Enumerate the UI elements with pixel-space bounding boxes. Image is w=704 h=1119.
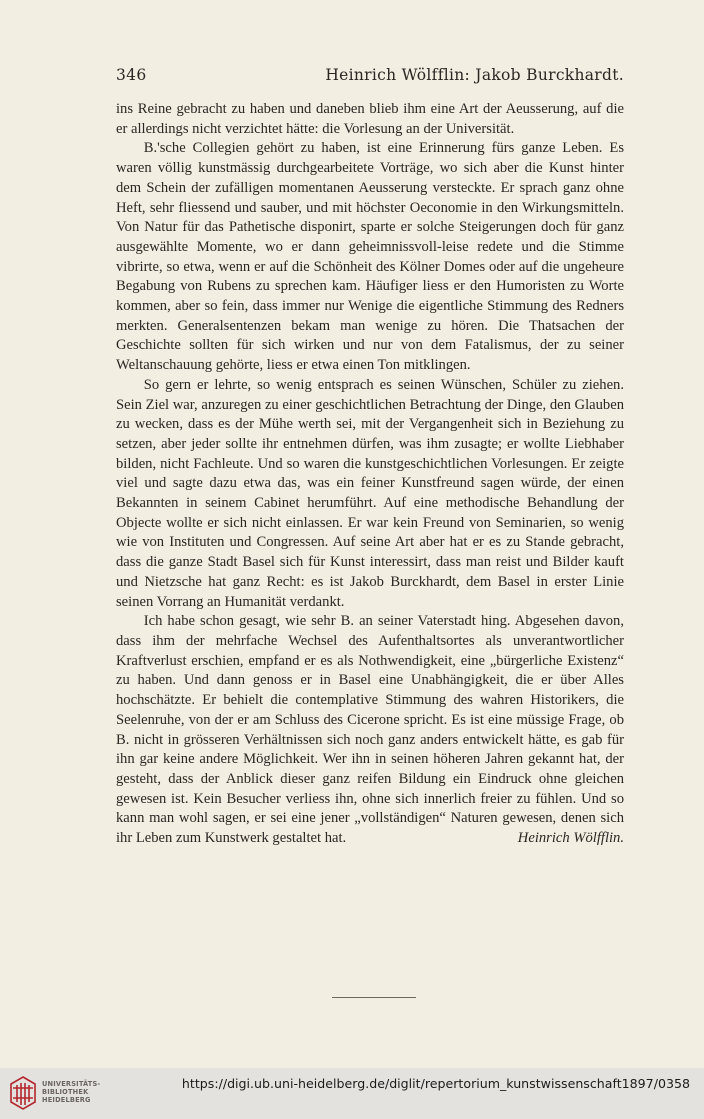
article-body: [116, 100, 624, 849]
paragraph-4-text: Ich habe schon gesagt, wie sehr B. an seiner Vaterstadt hing. Abgesehen davon, dass ihm der mehrfache Wechsel des Aufenthaltsortes als unverantwortlicher Kraftverlust erschien, empfand er es als Nothwendigkeit, eine „bürgerliche Existenz“ zu haben. Und dann genoss er in Basel eine Unabhängigkeit, die er über Alles hochschätzte. Er behielt die contemplative Stimmung des wahren Historikers, die Seelenruhe, von der er am Schluss des Cicerone spricht. Es ist eine müssige Frage, ob B. nicht in grösseren Verhältnissen sich noch ganz anders entwickelt hätte, es gab für ihn gar keine andere Möglichkeit. Wer ihn in seinen höheren Jahren gekannt hat, der gesteht, dass der Anblick dieser ganz reifen Bildung ein Eindruck ohne gleichen gewesen ist. Kein Besucher verliess ihn, ohne sich innerlich freier zu fühlen. Und so kann man wohl sagen, er sei eine jener „vollständigen“ Naturen gewesen, denen sich ihr Leben zum Kunstwerk gestaltet hat.: [116, 613, 624, 847]
author-signature: Heinrich Wölfflin.: [517, 830, 624, 847]
paragraph-2: B.'sche Collegien gehört zu haben, ist eine Erinnerung fürs ganze Leben. Es waren völlig kunstmässig durchgearbeitete Vorträge, wo sich aber die Kunst hinter dem Schein der zufälligen momentanen Aeusserung versteckte. Er sprach ganz ohne Heft, sehr fliessend und sauber, und mit höchster Oeconomie in den Wirkungsmitteln. Von Natur für das Pathetische disponirt, sparte er solche Steigerungen doch für ganz ausgewählte Momente, wo er dann geheimnissvoll-leise redete und die Stimme vibrirte, so etwa, wenn er auf die Schönheit des Kölner Domes oder auf die ungeheure Begabung von Rubens zu sprechen kam. Häufiger liess er den Humoristen zu Worte kommen, aber so fein, dass immer nur Wenige die eigentliche Stimmung des Redners merkten. Generalsentenzen bekam man wenige zu hören. Die Thatsachen der Geschichte sollten für sich wirken und nur von dem Fatalismus, der zu seiner Weltanschauung gehörte, liess er etwa einen Ton mitklingen.: [116, 140, 624, 374]
footer-bar: [0, 1068, 704, 1119]
library-logo-icon: [8, 1075, 38, 1111]
paragraph-1: ins Reine gebracht zu haben und daneben blieb ihm eine Art der Aeusserung, auf die er allerdings nicht verzichtet hätte: die Vorlesung an der Universität.: [116, 101, 624, 137]
paragraph-3: So gern er lehrte, so wenig entsprach es seinen Wünschen, Schüler zu ziehen. Sein Ziel war, anzuregen zu einer geschichtlichen Betrachtung der Dinge, den Glauben zu wecken, dass es der Mühe werth sei, mit der Vergangenheit sich in Beziehung zu setzen, aber jeder sollte ihr entnehmen dürfen, was ihm zusagte; er wollte Liebhaber bilden, nicht Fachleute. Und so waren die kunstgeschichtlichen Vorlesungen. Er zeigte viel und sagte dazu etwa das, was ein feiner Kunstfreund sagen würde, der einen Bekannten in seinem Cabinet herumführt. Auf eine methodische Behandlung der Objecte wollte er sich nicht einlassen. Er war kein Freund von Seminarien, so wenig wie von Instituten und Congressen. Auf seine Art aber hat er es zu Stande gebracht, dass die ganze Stadt Basel sich für Kunst interessirt, dass man reist und Bilder kauft und Nietzsche hat ganz Recht: es ist Jakob Burckhardt, dem Basel in erster Linie seinen Vorrang an Humanität verdankt.: [116, 376, 624, 610]
library-name: [42, 1081, 100, 1104]
paragraph-4: [116, 612, 624, 848]
permalink-url[interactable]: https://digi.ub.uni-heidelberg.de/diglit/repertorium_kunstwissenschaft1897/0358: [181, 1076, 690, 1091]
running-title: Heinrich Wölfflin: Jakob Burckhardt.: [325, 66, 624, 84]
library-name-line-3: HEIDELBERG: [42, 1095, 91, 1104]
end-rule: [332, 997, 416, 998]
page-number: 346: [116, 66, 147, 84]
running-header: [116, 66, 624, 88]
library-name-line-1: UNIVERSITÄTS-: [42, 1080, 101, 1088]
library-name-line-2: BIBLIOTHEK: [42, 1087, 89, 1096]
